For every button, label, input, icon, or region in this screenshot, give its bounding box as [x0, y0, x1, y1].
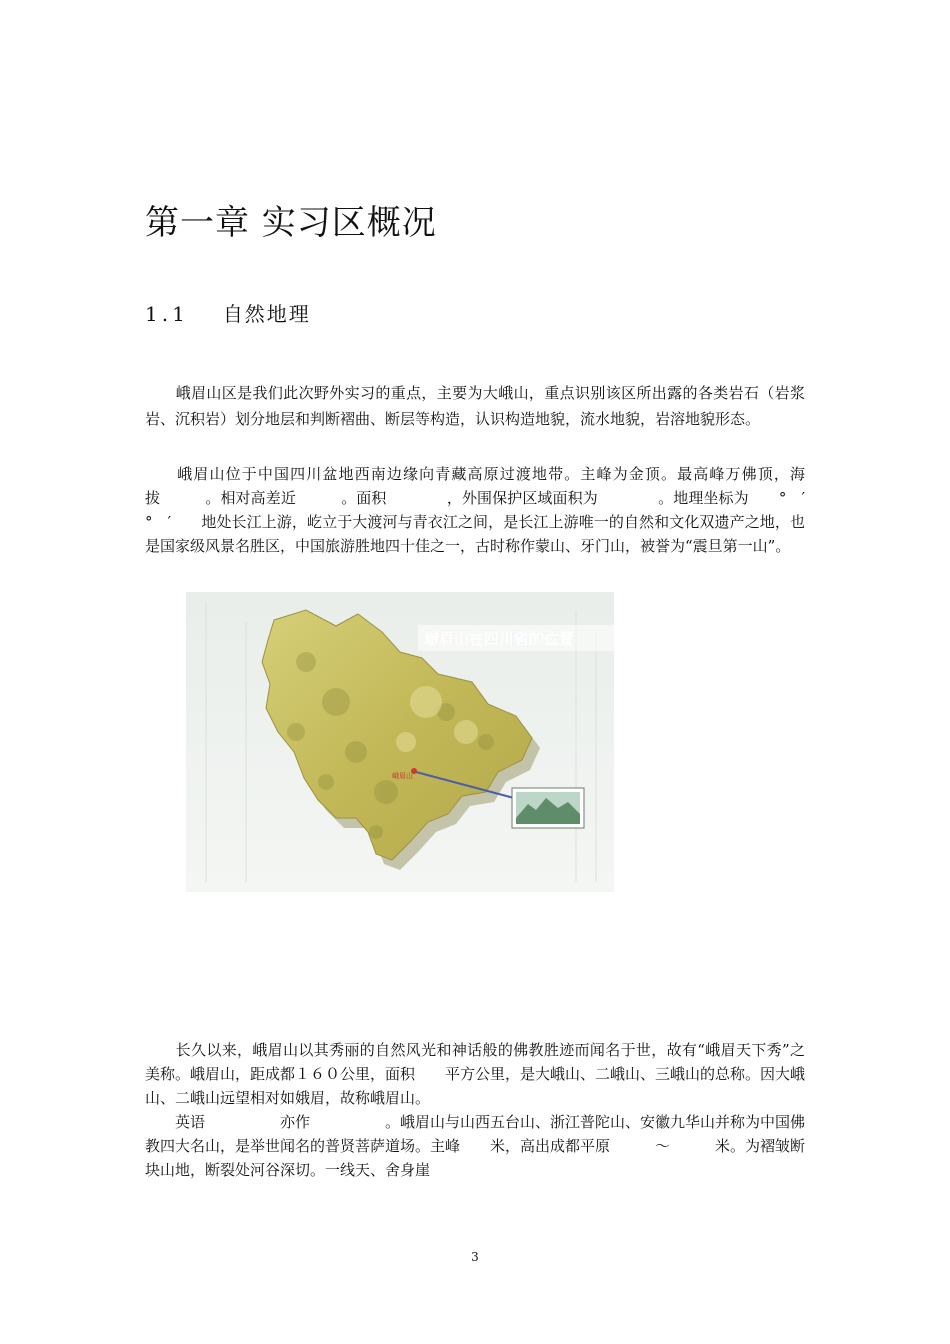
paragraph-intro: 峨眉山区是我们此次野外实习的重点，主要为大峨山，重点识别该区所出露的各类岩石（岩浆岩、沉积岩）划分地层和判断褶曲、断层等构造，认识构造地貌，流水地貌，岩溶地貌形态。: [145, 384, 805, 428]
paragraph-location: 峨眉山位于中国四川盆地西南边缘向青藏高原过渡地带。主峰为金顶。最高峰万佛顶，海拔 。相对高差近 。面积 ，外围保护区域面积为 。地理坐标为 ° ′ ° ′ 地处长江上游，屹立于大渡河与青衣江之间，是长江上游唯一的自然和文化双遗产之地，也是国家级风景名胜区，中国旅游胜地四十佳之一，古时称作蒙山、牙门山，被誉为“震旦第一山”。: [145, 465, 851, 555]
page-number: 3: [471, 1250, 479, 1264]
paragraph-buddhism: 英语 亦作 。峨眉山与山西五台山、浙江普陀山、安徽九华山并称为中国佛教四大名山，是举世闻名的普贤菩萨道场。主峰 米，高出成都平原 ～ 米。为褶皱断块山地，断裂处河谷深切。一线天、舍身崖: [145, 1113, 806, 1179]
sichuan-location-map: [186, 592, 614, 892]
paragraph-history: 长久以来，峨眉山以其秀丽的自然风光和神话般的佛教胜迹而闻名于世，故有“峨眉天下秀”之美称。峨眉山，距成都１６０公里，面积 平方公里，是大峨山、二峨山、三峨山的总称。因大峨山、二峨山远望相对如娥眉，故称峨眉山。: [145, 1041, 806, 1107]
marker-label: 峨眉山: [392, 772, 413, 780]
section-heading: [145, 298, 311, 327]
section-title: 自然地理: [222, 302, 311, 326]
section-number: 1.1: [145, 302, 189, 326]
map-image: [186, 592, 614, 892]
map-title: 峨眉山在四川省的位置: [424, 630, 575, 648]
chapter-title: 第一章 实习区概况: [145, 203, 437, 243]
